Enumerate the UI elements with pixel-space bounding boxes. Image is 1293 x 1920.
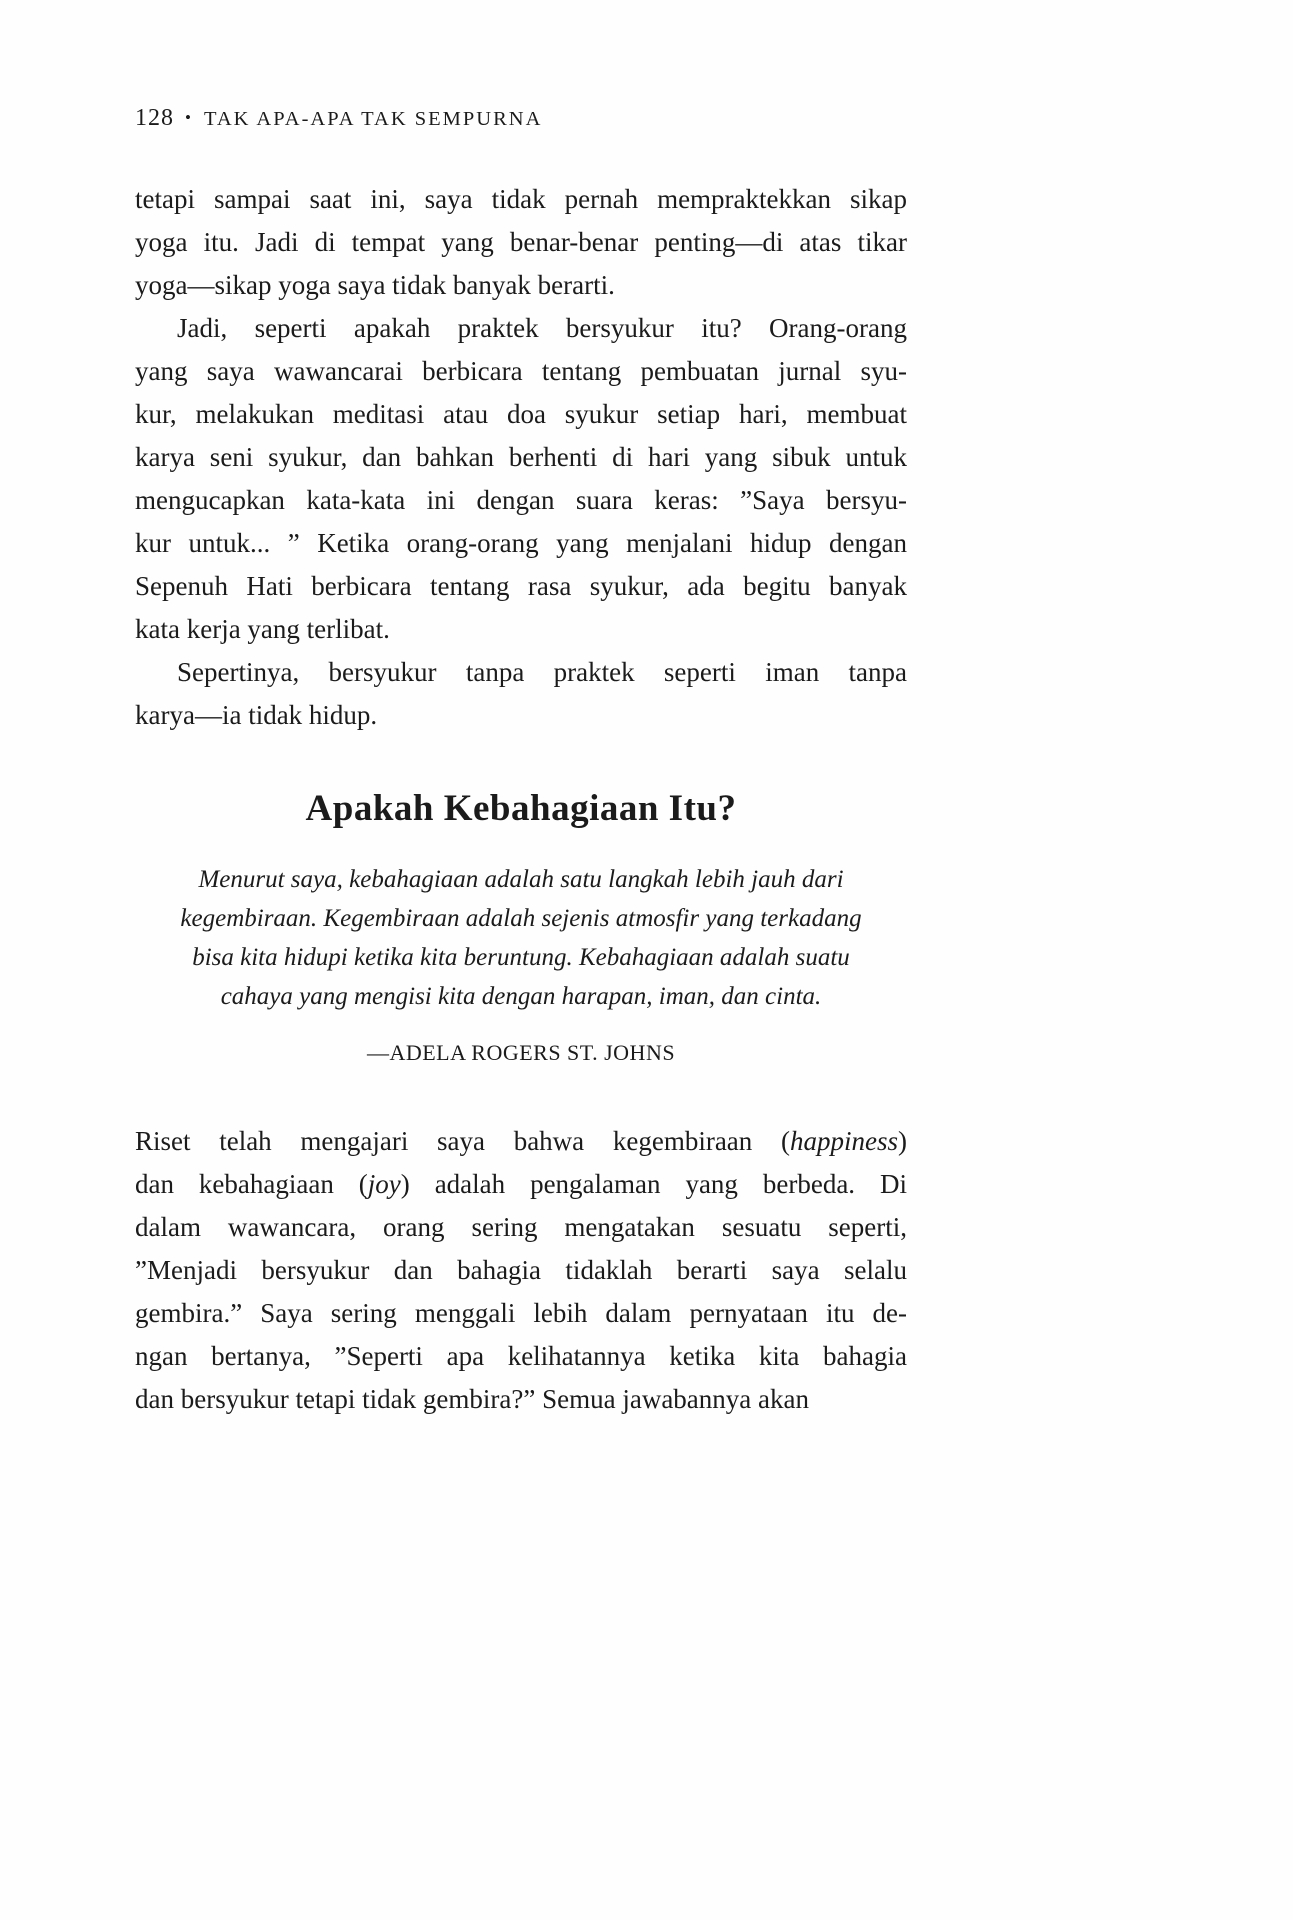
quote-line: bisa kita hidupi ketika kita beruntung. Kebahagiaan adalah suatu (192, 944, 850, 971)
text-line: karya—ia tidak hidup. (135, 700, 378, 730)
text-line: yang saya wawancarai berbicara tentang pembuatan jurnal syu- (135, 356, 907, 386)
epigraph-quote (145, 860, 897, 1016)
paragraph (135, 1120, 907, 1421)
quote-attribution: —ADELA ROGERS ST. JOHNS (366, 1040, 676, 1065)
body-paragraphs-after (135, 1120, 907, 1421)
text-line: tetapi sampai saat ini, saya tidak pernah mempraktekkan sikap (135, 184, 907, 214)
body-paragraphs (135, 178, 907, 737)
text-line: yoga—sikap yoga saya tidak banyak berarti. (135, 270, 615, 300)
paragraph (135, 307, 907, 651)
running-title: TAK APA-APA TAK SEMPURNA (203, 108, 543, 130)
text-line: ngan bertanya, ”Seperti apa kelihatannya ketika kita bahagia (135, 1341, 907, 1371)
header-bullet-separator: • (185, 108, 191, 127)
text-line: dan kebahagiaan (joy) adalah pengalaman yang berbeda. Di (135, 1169, 907, 1199)
page-header (135, 105, 907, 132)
text-line: yoga itu. Jadi di tempat yang benar-benar penting—di atas tikar (135, 227, 907, 257)
text-line: Jadi, seperti apakah praktek bersyukur itu? Orang-orang (177, 313, 907, 343)
text-line: dalam wawancara, orang sering mengatakan sesuatu seperti, (135, 1212, 907, 1242)
text-line: Riset telah mengajari saya bahwa kegembiraan (happiness) (135, 1126, 907, 1156)
page-number: 128 (135, 105, 174, 131)
text-line: Sepertinya, bersyukur tanpa praktek seperti iman tanpa (177, 657, 907, 687)
text-line: ”Menjadi bersyukur dan bahagia tidaklah berarti saya selalu (135, 1255, 907, 1285)
paragraph (135, 651, 907, 737)
text-line: Sepenuh Hati berbicara tentang rasa syukur, ada begitu banyak (135, 571, 907, 601)
text-line: kur untuk... ” Ketika orang-orang yang menjalani hidup dengan (135, 528, 907, 558)
text-line: dan bersyukur tetapi tidak gembira?” Semua jawabannya akan (135, 1384, 809, 1414)
text-line: gembira.” Saya sering menggali lebih dalam pernyataan itu de- (135, 1298, 907, 1328)
text-line: karya seni syukur, dan bahkan berhenti di hari yang sibuk untuk (135, 442, 907, 472)
text-line: kata kerja yang terlibat. (135, 614, 390, 644)
section-heading: Apakah Kebahagiaan Itu? (305, 788, 737, 829)
quote-line: kegembiraan. Kegembiraan adalah sejenis atmosfir yang terkadang (180, 905, 862, 932)
text-line: mengucapkan kata-kata ini dengan suara keras: ”Saya bersyu- (135, 485, 907, 515)
text-column (135, 105, 907, 1421)
text-line: kur, melakukan meditasi atau doa syukur setiap hari, membuat (135, 399, 907, 429)
quote-line: Menurut saya, kebahagiaan adalah satu langkah lebih jauh dari (198, 866, 844, 893)
paragraph (135, 178, 907, 307)
quote-line: cahaya yang mengisi kita dengan harapan, iman, dan cinta. (220, 983, 822, 1010)
